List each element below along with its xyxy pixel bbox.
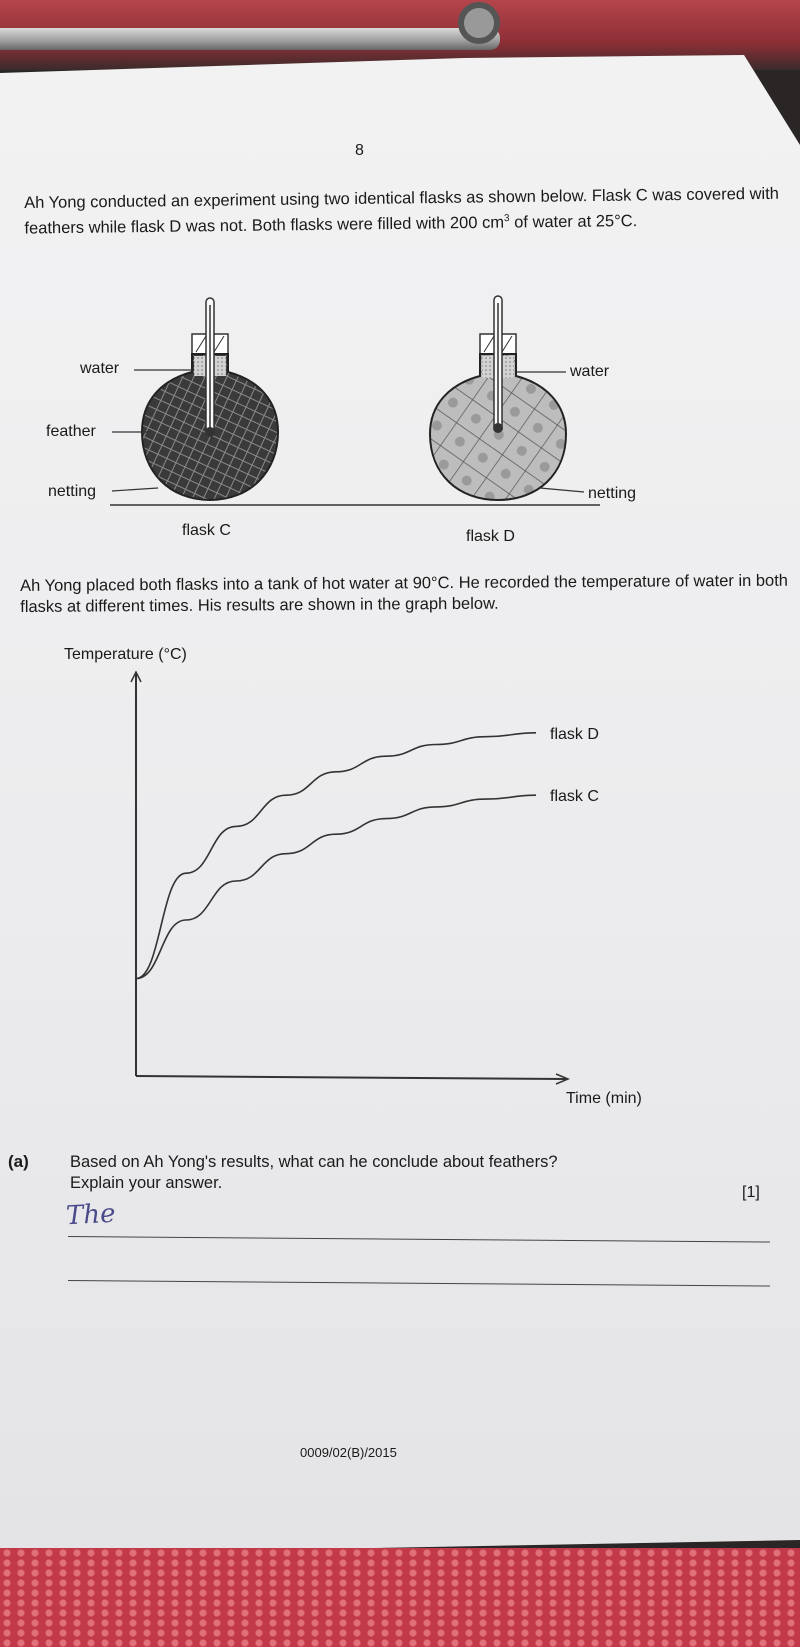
- flask-c-feather-label: feather: [46, 423, 96, 440]
- flask-d: [430, 296, 566, 500]
- chart-y-label: Temperature (°C): [64, 646, 187, 663]
- intro-text-before: Ah Yong conducted an experiment using two identical flasks as shown below. Flask C was covered with feathers while flask D was not. Both flasks were filled with 200 cm: [24, 184, 780, 238]
- question-line-1: Based on Ah Yong's results, what can he conclude about feathers?: [70, 1153, 558, 1171]
- series-label-flask-d: flask D: [550, 725, 599, 743]
- flask-c: [142, 298, 278, 500]
- experiment-text: Ah Yong placed both flasks into a tank of hot water at 90°C. He recorded the temperature of water in both flasks at different times. His results are shown in the graph below.: [20, 571, 789, 616]
- series-label-flask-c: flask C: [550, 788, 599, 806]
- flask-d-netting-label: netting: [588, 485, 637, 502]
- flask-diagram: [0, 0, 800, 560]
- flask-c-caption: flask C: [182, 522, 231, 539]
- clipboard-bottom: [0, 1548, 800, 1647]
- flask-d-caption: flask D: [466, 528, 515, 545]
- intro-text-after: of water at 25°C.: [509, 212, 638, 232]
- flask-d-water-label: water: [570, 363, 610, 380]
- question-line-2: Explain your answer.: [70, 1174, 223, 1192]
- intro-text-superscript: 3: [503, 213, 510, 225]
- question-text: [70, 1152, 670, 1194]
- flask-c-water-label: water: [80, 360, 120, 377]
- flask-c-netting-label: netting: [48, 483, 97, 500]
- page-number: 8: [355, 142, 364, 159]
- handwritten-answer: The: [65, 1198, 117, 1232]
- marks-allocation: [1]: [742, 1184, 760, 1201]
- chart-x-label: Time (min): [566, 1090, 642, 1107]
- footer-code: 0009/02(B)/2015: [300, 1445, 397, 1460]
- question-number: (a): [8, 1152, 29, 1171]
